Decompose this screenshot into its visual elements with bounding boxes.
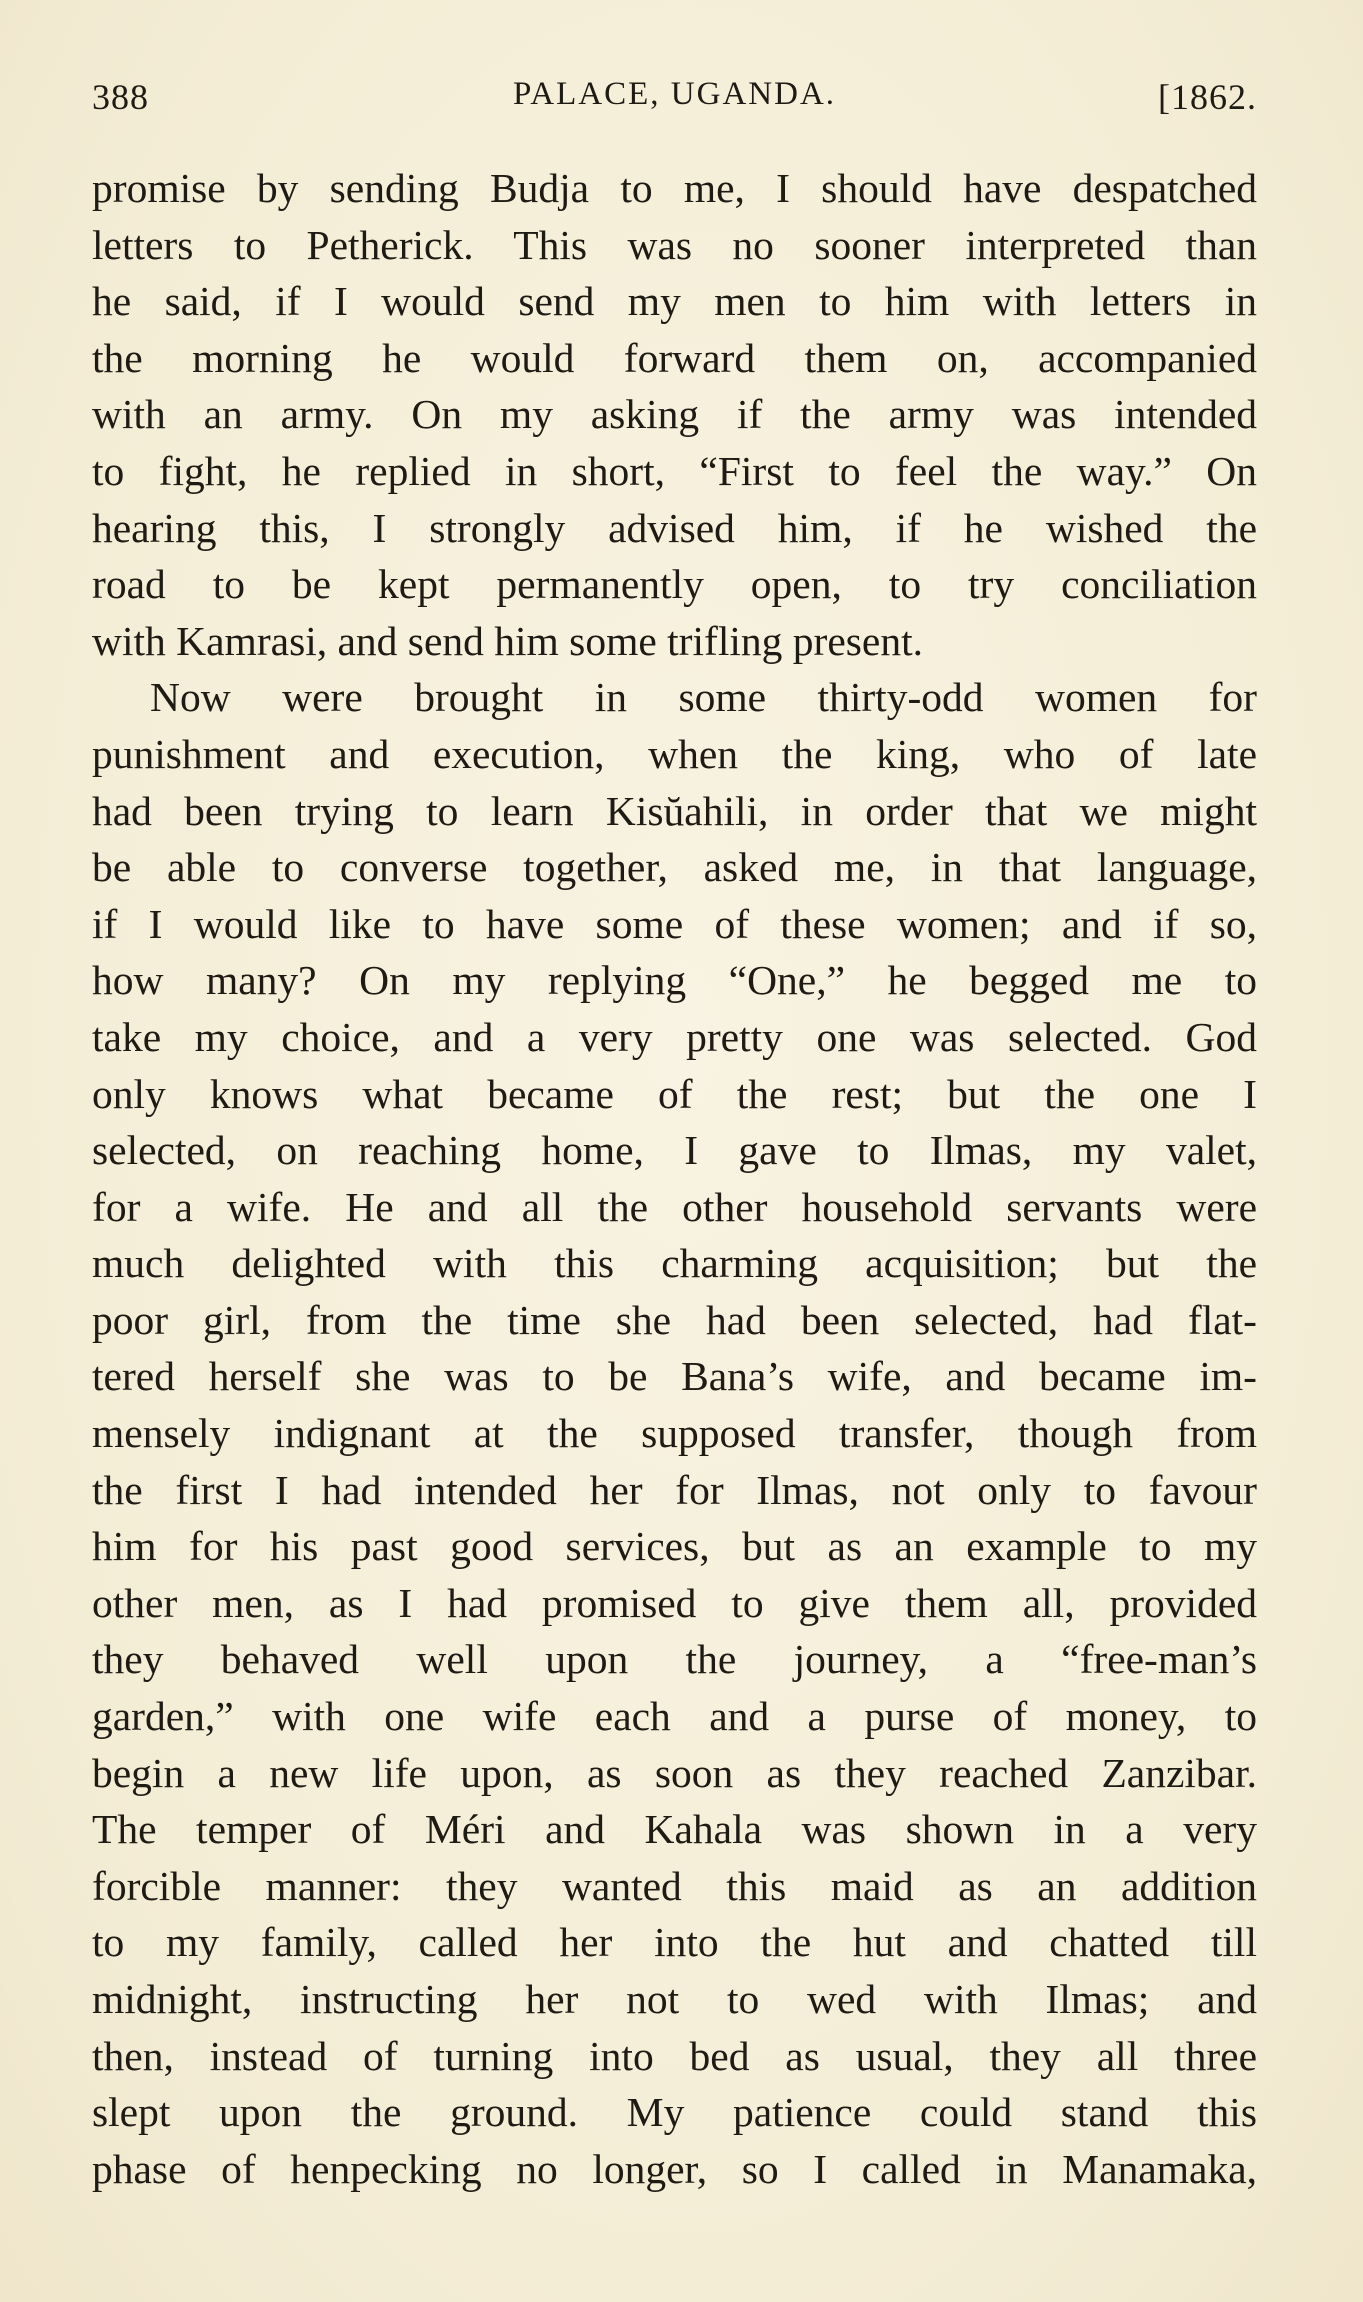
text-line: then, instead of turning into bed as usual, they all three (92, 2032, 1257, 2079)
text-line: road to be kept permanently open, to try conciliation (92, 561, 1257, 608)
running-title: PALACE, UGANDA. (512, 76, 837, 112)
text-line: they behaved well upon the journey, a “free-man’s (92, 1636, 1257, 1683)
text-line: take my choice, and a very pretty one was selected. God (92, 1013, 1257, 1060)
text-line: tered herself she was to be Bana’s wife, and became im- (92, 1353, 1257, 1400)
text-line: forcible manner: they wanted this maid as an addition (92, 1862, 1257, 1909)
text-line: slept upon the ground. My patience could stand this (92, 2089, 1257, 2136)
text-line: punishment and execution, when the king, who of late (92, 730, 1257, 777)
text-line: for a wife. He and all the other household servants were (92, 1183, 1257, 1230)
text-line: garden,” with one wife each and a purse of money, to (92, 1693, 1257, 1740)
text-line: had been trying to learn Kisŭahili, in order that we might (92, 787, 1257, 834)
text-line: with an army. On my asking if the army was intended (92, 391, 1257, 438)
body-text (92, 160, 1257, 2197)
year-label: [1862. (1158, 77, 1257, 117)
text-line: promise by sending Budja to me, I should have despatched (92, 165, 1257, 211)
text-line: selected, on reaching home, I gave to Ilmas, my valet, (92, 1127, 1257, 1174)
text-line: mensely indignant at the supposed transfer, though from (92, 1410, 1257, 1457)
text-line: other men, as I had promised to give them all, provided (92, 1579, 1257, 1626)
text-line: Now were brought in some thirty-odd women for (150, 674, 1257, 721)
text-line: letters to Petherick. This was no sooner interpreted than (92, 221, 1257, 268)
page-header (92, 76, 1257, 126)
text-line: to my family, called her into the hut and chatted till (92, 1919, 1257, 1966)
page-number: 388 (92, 77, 149, 117)
text-line: to fight, he replied in short, “First to feel the way.” On (92, 447, 1257, 494)
text-line: poor girl, from the time she had been selected, had flat- (92, 1296, 1257, 1343)
text-line: midnight, instructing her not to wed with Ilmas; and (92, 1976, 1257, 2022)
text-line: him for his past good services, but as an example to my (92, 1523, 1257, 1570)
text-line: phase of henpecking no longer, so I called in Manamaka, (92, 2145, 1257, 2192)
text-line: begin a new life upon, as soon as they reached Zanzibar. (92, 1749, 1257, 1796)
text-line: the first I had intended her for Ilmas, not only to favour (92, 1466, 1257, 1513)
text-line: the morning he would forward them on, accompanied (92, 334, 1257, 381)
text-line: with Kamrasi, and send him some trifling present. (92, 617, 923, 664)
text-line: he said, if I would send my men to him with letters in (92, 278, 1257, 325)
text-line: only knows what became of the rest; but the one I (92, 1070, 1257, 1117)
text-line: much delighted with this charming acquisition; but the (92, 1240, 1257, 1287)
text-line: hearing this, I strongly advised him, if he wished the (92, 504, 1257, 551)
text-line: how many? On my replying “One,” he begged me to (92, 957, 1257, 1004)
text-line: if I would like to have some of these women; and if so, (92, 900, 1257, 947)
text-line: The temper of Méri and Kahala was shown in a very (92, 1806, 1257, 1853)
text-line: be able to converse together, asked me, in that language, (92, 844, 1257, 891)
